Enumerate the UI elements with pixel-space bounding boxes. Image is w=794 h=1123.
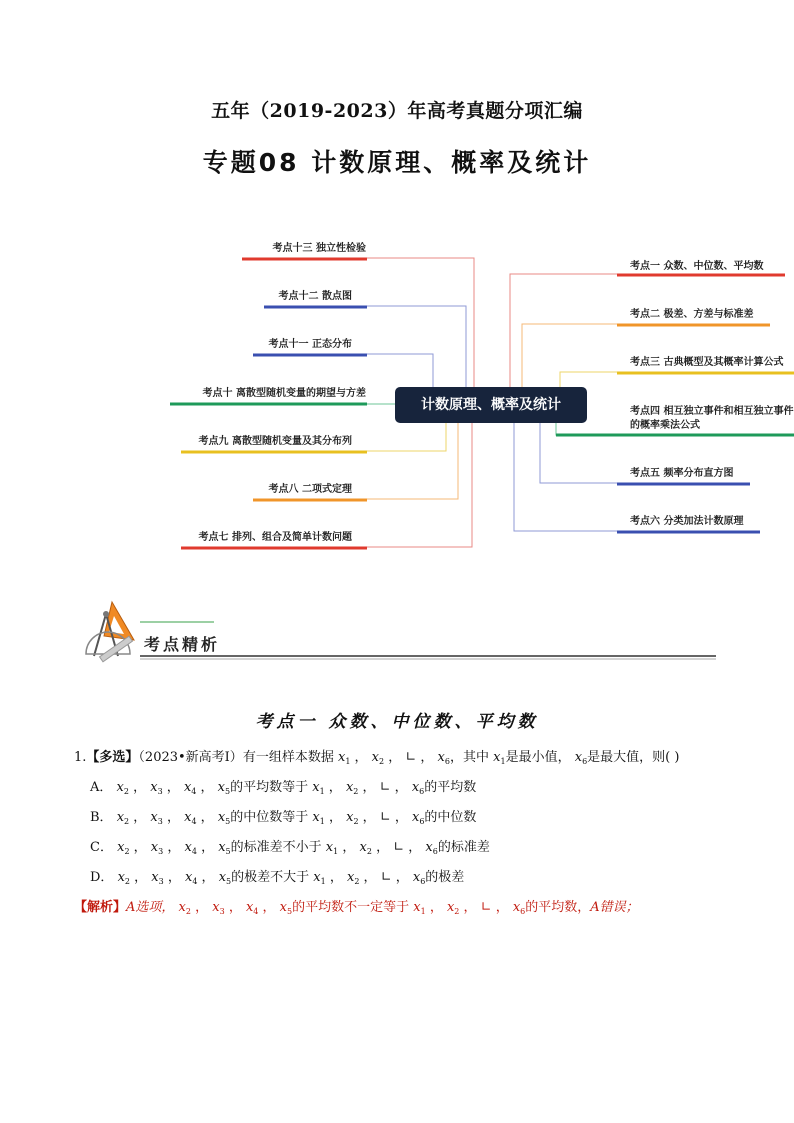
analysis-label: 【解析】 [74,900,127,915]
option-d-tail: 的极差 [425,870,465,885]
connector-right-4 [556,423,617,435]
analysis-text-d: A错误； [590,900,639,915]
option-b-letter: B． [90,810,113,825]
stem-text-c: 是最小值， [505,750,571,765]
analysis-text-a: A选项， [126,900,175,915]
stem-text-d: 是最大值，则( ) [587,750,680,765]
option-c: C． $x_2$ ， $x_3$ ， $x_4$ ， $x_5$的标准差不小于 $x_1$ ， $x_2$ ， ∟ ， $x_6$的标准差 [90,840,490,856]
section-heading: 考点一 众数、中位数、平均数 [255,712,539,732]
drafting-tools-icon [86,602,134,662]
option-a: A． $x_2$ ， $x_3$ ， $x_4$ ， $x_5$的平均数等于 $x_1$ ， $x_2$ ， ∟ ， $x_6$的平均数 [90,780,477,796]
mindmap-node-1: 考点一 众数、中位数、平均数 [630,261,764,272]
option-c-text: 的标准差不小于 [230,840,322,855]
question-number: 1. [74,750,87,765]
mindmap-node-4-line2: 的概率乘法公式 [630,420,700,431]
mindmap-node-5: 考点五 频率分布直方图 [630,468,734,479]
mindmap-node-9: 考点九 离散型随机变量及其分布列 [198,436,352,447]
document-title: 专题08 计数原理、概率及统计 [202,148,592,177]
connector-left-7 [366,423,472,547]
option-c-letter: C． [90,840,113,855]
math-x1: $x_1$ [337,750,351,766]
option-b-tail: 的中位数 [424,810,477,825]
mindmap-node-12: 考点十二 散点图 [278,291,352,302]
connector-right-2 [522,324,617,387]
stem-text-a: 有一组样本数据 [242,750,334,765]
mindmap-node-3: 考点三 古典概型及其概率计算公式 [630,357,784,368]
stem-text-b: ，其中 [449,750,489,765]
document-subtitle: 五年（2019-2023）年高考真题分项汇编 [211,100,583,122]
connector-right-5 [540,423,617,483]
mindmap-node-6: 考点六 分类加法计数原理 [630,516,744,527]
connector-right-3 [560,372,617,387]
math-x1-b: $x_1$ [493,750,506,766]
mindmap-node-10: 考点十 离散型随机变量的期望与方差 [202,388,366,399]
connector-left-13 [366,258,474,405]
mindmap-node-4: 考点四 相互独立事件和相互独立事件 [630,406,794,417]
mindmap-node-13: 考点十三 独立性检验 [272,243,366,254]
option-d-text: 的极差不大于 [231,870,310,885]
option-d: D． $x_2$ ， $x_3$ ， $x_4$ ， $x_5$的极差不大于 $x_1$ ， $x_2$ ， ∟ ， $x_6$的极差 [90,870,465,886]
question-source: （2023•新高考Ⅰ） [138,750,243,765]
question-stem: 1.【多选】（2023•新高考Ⅰ）有一组样本数据 $x_1$ ， $x_2$ ， ∟ ， $x_6$，其中 $x_1$是最小值， $x_6$是最大值，则( ) [74,750,680,766]
option-a-text: 的平均数等于 [230,780,309,795]
mindmap-center-node: 计数原理、概率及统计 [395,387,587,423]
option-d-letter: D． [90,870,114,885]
analysis-line: 【解析】A选项， $x_2$ ， $x_3$ ， $x_4$ ， $x_5$的平均数不一定等于 $x_1$ ， $x_2$ ， ∟ ， $x_6$的平均数，A错误； [74,900,639,916]
connector-right-1 [510,274,617,387]
analysis-text-c: 的平均数， [525,900,591,915]
connector-right-6 [514,423,617,531]
banner-title: 考点精析 [144,635,221,654]
math-x6-b: $x_6$ [574,750,588,766]
math-x6: $x_6$ [437,750,450,766]
mindmap-node-8: 考点八 二项式定理 [268,484,352,495]
math-ellipsis: ∟ [405,750,417,765]
connector-left-8 [366,423,458,499]
analysis-text-b: 的平均数不一定等于 [292,900,410,915]
question-tag: 【多选】 [86,750,139,765]
option-a-letter: A． [90,780,113,795]
mindmap-node-7: 考点七 排列、组合及简单计数问题 [198,532,352,543]
mindmap-node-11: 考点十一 正态分布 [268,339,352,350]
connector-left-9 [366,423,446,451]
math-x2: $x_2$ [371,750,385,766]
option-b-text: 的中位数等于 [230,810,309,825]
mindmap-node-2: 考点二 极差、方差与标准差 [630,309,754,320]
option-a-tail: 的平均数 [424,780,477,795]
option-c-tail: 的标准差 [437,840,490,855]
option-b: B． $x_2$ ， $x_3$ ， $x_4$ ， $x_5$的中位数等于 $x_1$ ， $x_2$ ， ∟ ， $x_6$的中位数 [90,810,477,826]
